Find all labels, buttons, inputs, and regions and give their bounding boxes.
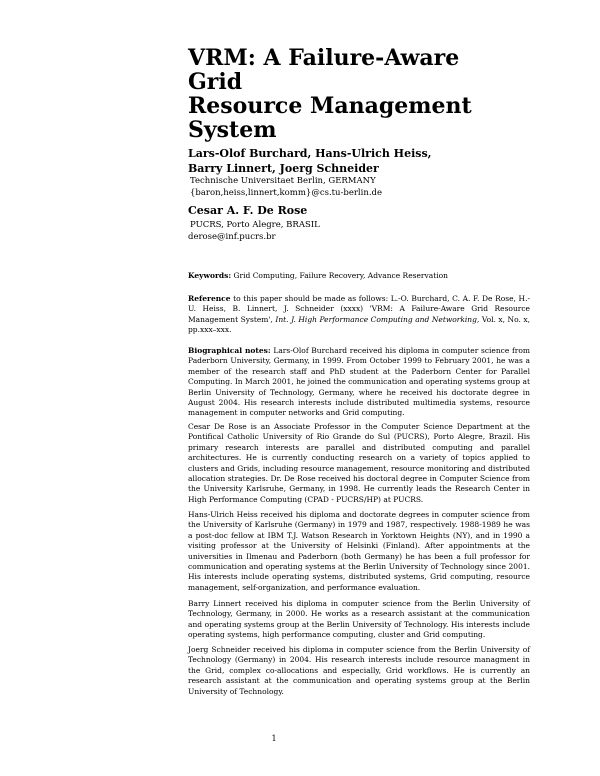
reference-volume: Vol. x, No. x, pp.xxx–xxx.	[188, 314, 530, 335]
bio-heiss: Hans-Ulrich Heiss received his diploma and doctorate degrees in computer science from the University of Karlsruhe (Germany) in 1979 and 1987, respectively. 1988-1989 he was a post-doc fellow at IBM T.J. Watson Research in Yorktown Heights (NY), and in 1990 a visiting professor at the University of Helsinki (Finland). After appointments at the universities in Ilmenau and Paderborn (both Germany) he has been a full professor for communication and operating systems at the Berlin University of Technology since 2001. His interests include operating systems, distributed systems, Grid computing, resource management, self-organization, and performance evaluation.	[188, 510, 530, 592]
bio-linnert: Barry Linnert received his diploma in computer science from the Berlin University of Technology, Germany, in 2000. He works as a research assistant at the communication and operating systems group at the Berlin University of Technology. His interests include operating systems, high performance computing, cluster and Grid computing.	[188, 599, 530, 640]
title-line-3: System	[188, 117, 277, 143]
author-group-2: Cesar A. F. De Rose	[188, 204, 308, 217]
title-line-1: VRM: A Failure-Aware Grid	[188, 45, 460, 95]
author-group-1	[188, 146, 431, 176]
affiliation-1	[190, 175, 382, 199]
reference-label: Reference	[188, 294, 231, 303]
reference-text: to this paper should be made as follows: L.-O. Burchard, C. A. F. De Rose, H.-U. Heiss, B. Linnert, J. Schneider (xxxx) 'VRM: A Failure-Aware Grid Resource Management System',	[188, 294, 530, 324]
bio-label: Biographical notes:	[188, 346, 271, 355]
keywords-text: Grid Computing, Failure Recovery, Advance Reservation	[233, 271, 448, 280]
keywords-label: Keywords:	[188, 271, 232, 280]
title-line-2: Resource Management	[188, 93, 472, 119]
reference-journal: Int. J. High Performance Computing and Networking,	[275, 314, 480, 324]
bio-de-rose: Cesar De Rose is an Associate Professor in the Computer Science Department at the Pontifical Catholic University of Rio Grande do Sul (PUCRS), Porto Alegre, Brazil. His primary research interests are parallel and distributed computing and parallel architectures. He is currently conducting research on a variety of topics applied to clusters and Grids, including resource management, resource monitoring and distributed allocation strategies. Dr. De Rose received his doctoral degree in Computer Science from the University Karlsruhe, Germany, in 1998. He currently leads the Research Center in High Performance Computing (CPAD - PUCRS/HP) at PUCRS.	[188, 422, 530, 504]
bio-schneider: Joerg Schneider received his diploma in computer science from the Berlin University of Technology (Germany) in 2004. His research interests include resource managment in the Grid, complex co-allocations and especially, Grid workflows. He is currently an research assistant at the communication and operating systems group at the Berlin University of Technology.	[188, 645, 530, 696]
paper-title	[188, 46, 518, 142]
affiliation-2	[190, 219, 320, 243]
page-number: 1	[271, 734, 277, 743]
authors-line-2: Barry Linnert, Joerg Schneider	[188, 162, 379, 175]
reference-note	[188, 294, 530, 336]
bio-burchard	[188, 346, 530, 419]
authors-line-1: Lars-Olof Burchard, Hans-Ulrich Heiss,	[188, 147, 432, 160]
affiliation-2-institution: PUCRS, Porto Alegre, BRASIL	[190, 220, 320, 230]
bio-burchard-text: Lars-Olof Burchard received his diploma in computer science from Paderborn University, Germany, in 1999. From October 1999 to February 2001, he was a member of the research staff and PhD student at the Paderborn Center for Parallel Computing. In March 2001, he joined the communication and operating systems group at Berlin University of Technology, Germany, where he received his doctorate degree in August 2004. His research interests include distributed multimedia systems, resource management in computer networks and Grid computing.	[188, 346, 530, 418]
affiliation-1-institution: Technische Universitaet Berlin, GERMANY	[190, 176, 376, 186]
keywords	[188, 271, 530, 281]
affiliation-2-email: derose@inf.pucrs.br	[188, 232, 276, 242]
affiliation-1-email: {baron,heiss,linnert,komm}@cs.tu-berlin.de	[190, 188, 383, 198]
